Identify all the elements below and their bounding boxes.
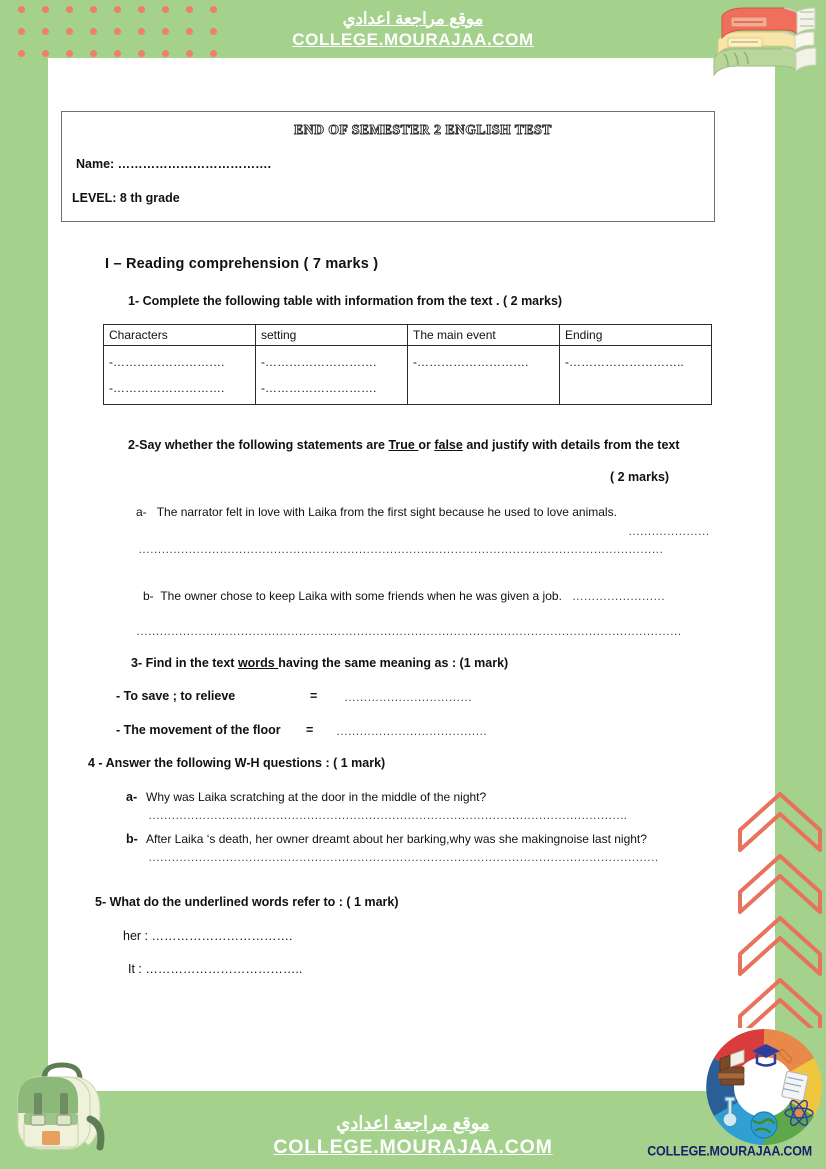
chevron-arrows-decoration <box>734 782 826 1028</box>
dot <box>90 28 97 35</box>
answer-line[interactable]: -………………………. <box>413 355 529 369</box>
education-ring-icon <box>704 1027 824 1147</box>
footer-arabic-title: موقع مراجعة اعدادي <box>336 1113 490 1133</box>
dot <box>162 50 169 57</box>
question-4-item-a-label: a- <box>126 790 138 804</box>
dot <box>42 50 49 57</box>
left-green-band <box>0 0 48 1169</box>
dot <box>138 28 145 35</box>
question-5-item-her[interactable]: her : ……………………………. <box>123 929 293 943</box>
table-header-main-event: The main event <box>408 325 560 346</box>
dot <box>66 6 73 13</box>
dot <box>18 50 25 57</box>
q2-or-word: or <box>418 438 435 452</box>
dot <box>18 28 25 35</box>
question-3-item-b-equals: = <box>306 723 314 737</box>
question-5-item-it[interactable]: It : ……………………………….. <box>128 962 303 976</box>
table-cell-ending-1[interactable] <box>560 346 712 405</box>
q2-item-b-text: The owner chose to keep Laika with some friends when he was given a job. <box>160 589 562 603</box>
dot <box>186 50 193 57</box>
q2-true-word: True <box>388 438 419 452</box>
q2-item-a-text: The narrator felt in love with Laika from the first sight because he used to love animals. <box>156 505 617 519</box>
exam-level-label: LEVEL: 8 th grade <box>72 191 180 205</box>
table-header-row <box>104 325 712 346</box>
answer-line[interactable]: -………………………. <box>261 381 377 395</box>
q2-text-before: 2-Say whether the following statements are <box>128 438 389 452</box>
question-3-item-b-answer[interactable]: ………………………………… <box>336 724 487 738</box>
q2-item-a-answer-line-2[interactable]: ………………………………………………………………….…………………………………………………… <box>138 542 663 556</box>
dot <box>162 28 169 35</box>
q2-item-a-label: a- <box>136 505 147 519</box>
dot <box>90 6 97 13</box>
dot <box>66 50 73 57</box>
question-2-prompt <box>128 438 680 452</box>
exam-title: END OF SEMESTER 2 ENGLISH TEST <box>294 122 552 137</box>
dot <box>114 50 121 57</box>
q2-item-b-label: b- <box>143 589 154 603</box>
answer-line[interactable]: -……………………….. <box>565 355 684 369</box>
q2-text-after: and justify with details from the text <box>462 438 680 452</box>
dot <box>138 50 145 57</box>
dot <box>162 6 169 13</box>
q3-text-after: having the same meaning as : (1 mark) <box>278 656 509 670</box>
q2-item-b-answer-inline[interactable]: …………………… <box>571 589 665 603</box>
story-elements-table <box>103 324 712 405</box>
question-2-item-b <box>143 589 665 603</box>
dot <box>138 6 145 13</box>
question-3-item-a: - To save ; to relieve <box>116 689 236 703</box>
exam-header-box <box>61 111 715 222</box>
question-2-marks: ( 2 marks) <box>610 470 670 484</box>
dot <box>42 6 49 13</box>
dot <box>186 6 193 13</box>
dot <box>210 6 217 13</box>
question-4-item-a-answer[interactable]: ……………………………………………………………………………………………………………. <box>148 808 627 822</box>
answer-line[interactable]: -………………………. <box>109 355 225 369</box>
q2-false-word: false <box>434 438 463 452</box>
table-header-ending: Ending <box>560 325 712 346</box>
dot <box>18 6 25 13</box>
table-row[interactable] <box>104 346 712 405</box>
site-header-banner <box>265 0 561 58</box>
table-header-characters: Characters <box>104 325 256 346</box>
question-2-item-a <box>136 505 617 519</box>
question-4-prompt: 4 - Answer the following W-H questions : ( 1 mark) <box>88 756 386 770</box>
header-site-url[interactable]: COLLEGE.MOURAJAA.COM <box>292 29 534 49</box>
answer-line[interactable]: -………………………. <box>109 381 225 395</box>
table-header-setting: setting <box>256 325 408 346</box>
section-heading-reading: I – Reading comprehension ( 7 marks ) <box>105 256 379 272</box>
question-4-item-b-text: After Laika ‘s death, her owner dreamt about her barking,why was she makingnoise last night? <box>146 832 647 846</box>
question-3-item-a-answer[interactable]: …………………………… <box>344 690 472 704</box>
exam-sheet <box>48 58 775 1091</box>
q3-text-before: 3- Find in the text <box>131 656 238 670</box>
backpack-icon <box>4 1053 122 1163</box>
books-stack-icon <box>702 2 820 80</box>
question-4-item-b-label: b- <box>126 832 138 846</box>
question-3-prompt <box>131 656 508 670</box>
dot <box>210 28 217 35</box>
dot <box>114 6 121 13</box>
dot <box>90 50 97 57</box>
site-footer-banner <box>264 1091 562 1169</box>
table-cell-setting-1[interactable] <box>256 346 408 405</box>
dot <box>66 28 73 35</box>
dot-grid-decoration <box>0 0 215 58</box>
student-name-field[interactable]: Name: ………………………………. <box>76 157 272 171</box>
question-4-item-b-answer[interactable]: …………………………………………………………………………………………………………………… <box>148 850 659 864</box>
table-cell-main-event-1[interactable] <box>408 346 560 405</box>
dot <box>42 28 49 35</box>
dot <box>210 50 217 57</box>
q2-item-a-answer-line-1[interactable]: ………………… <box>628 524 710 538</box>
q3-underlined-word: words <box>237 656 279 670</box>
table-cell-characters-1[interactable] <box>104 346 256 405</box>
answer-line[interactable]: -………………………. <box>261 355 377 369</box>
question-1-prompt: 1- Complete the following table with information from the text . ( 2 marks) <box>128 294 563 308</box>
header-arabic-title: موقع مراجعة اعدادي <box>342 9 484 28</box>
question-5-prompt: 5- What do the underlined words refer to : ( 1 mark) <box>95 895 399 909</box>
question-3-item-b: - The movement of the floor <box>116 723 281 737</box>
dot <box>186 28 193 35</box>
question-4-item-a-text: Why was Laika scratching at the door in the middle of the night? <box>146 790 487 804</box>
dot <box>114 28 121 35</box>
question-3-item-a-equals: = <box>310 689 318 703</box>
q2-item-b-answer-line[interactable]: …………………………………………………………………………………………………………………………… <box>136 624 682 638</box>
footer-corner-url: COLLEGE.MOURAJAA.COM <box>647 1143 812 1159</box>
footer-site-url[interactable]: COLLEGE.MOURAJAA.COM <box>273 1136 553 1158</box>
